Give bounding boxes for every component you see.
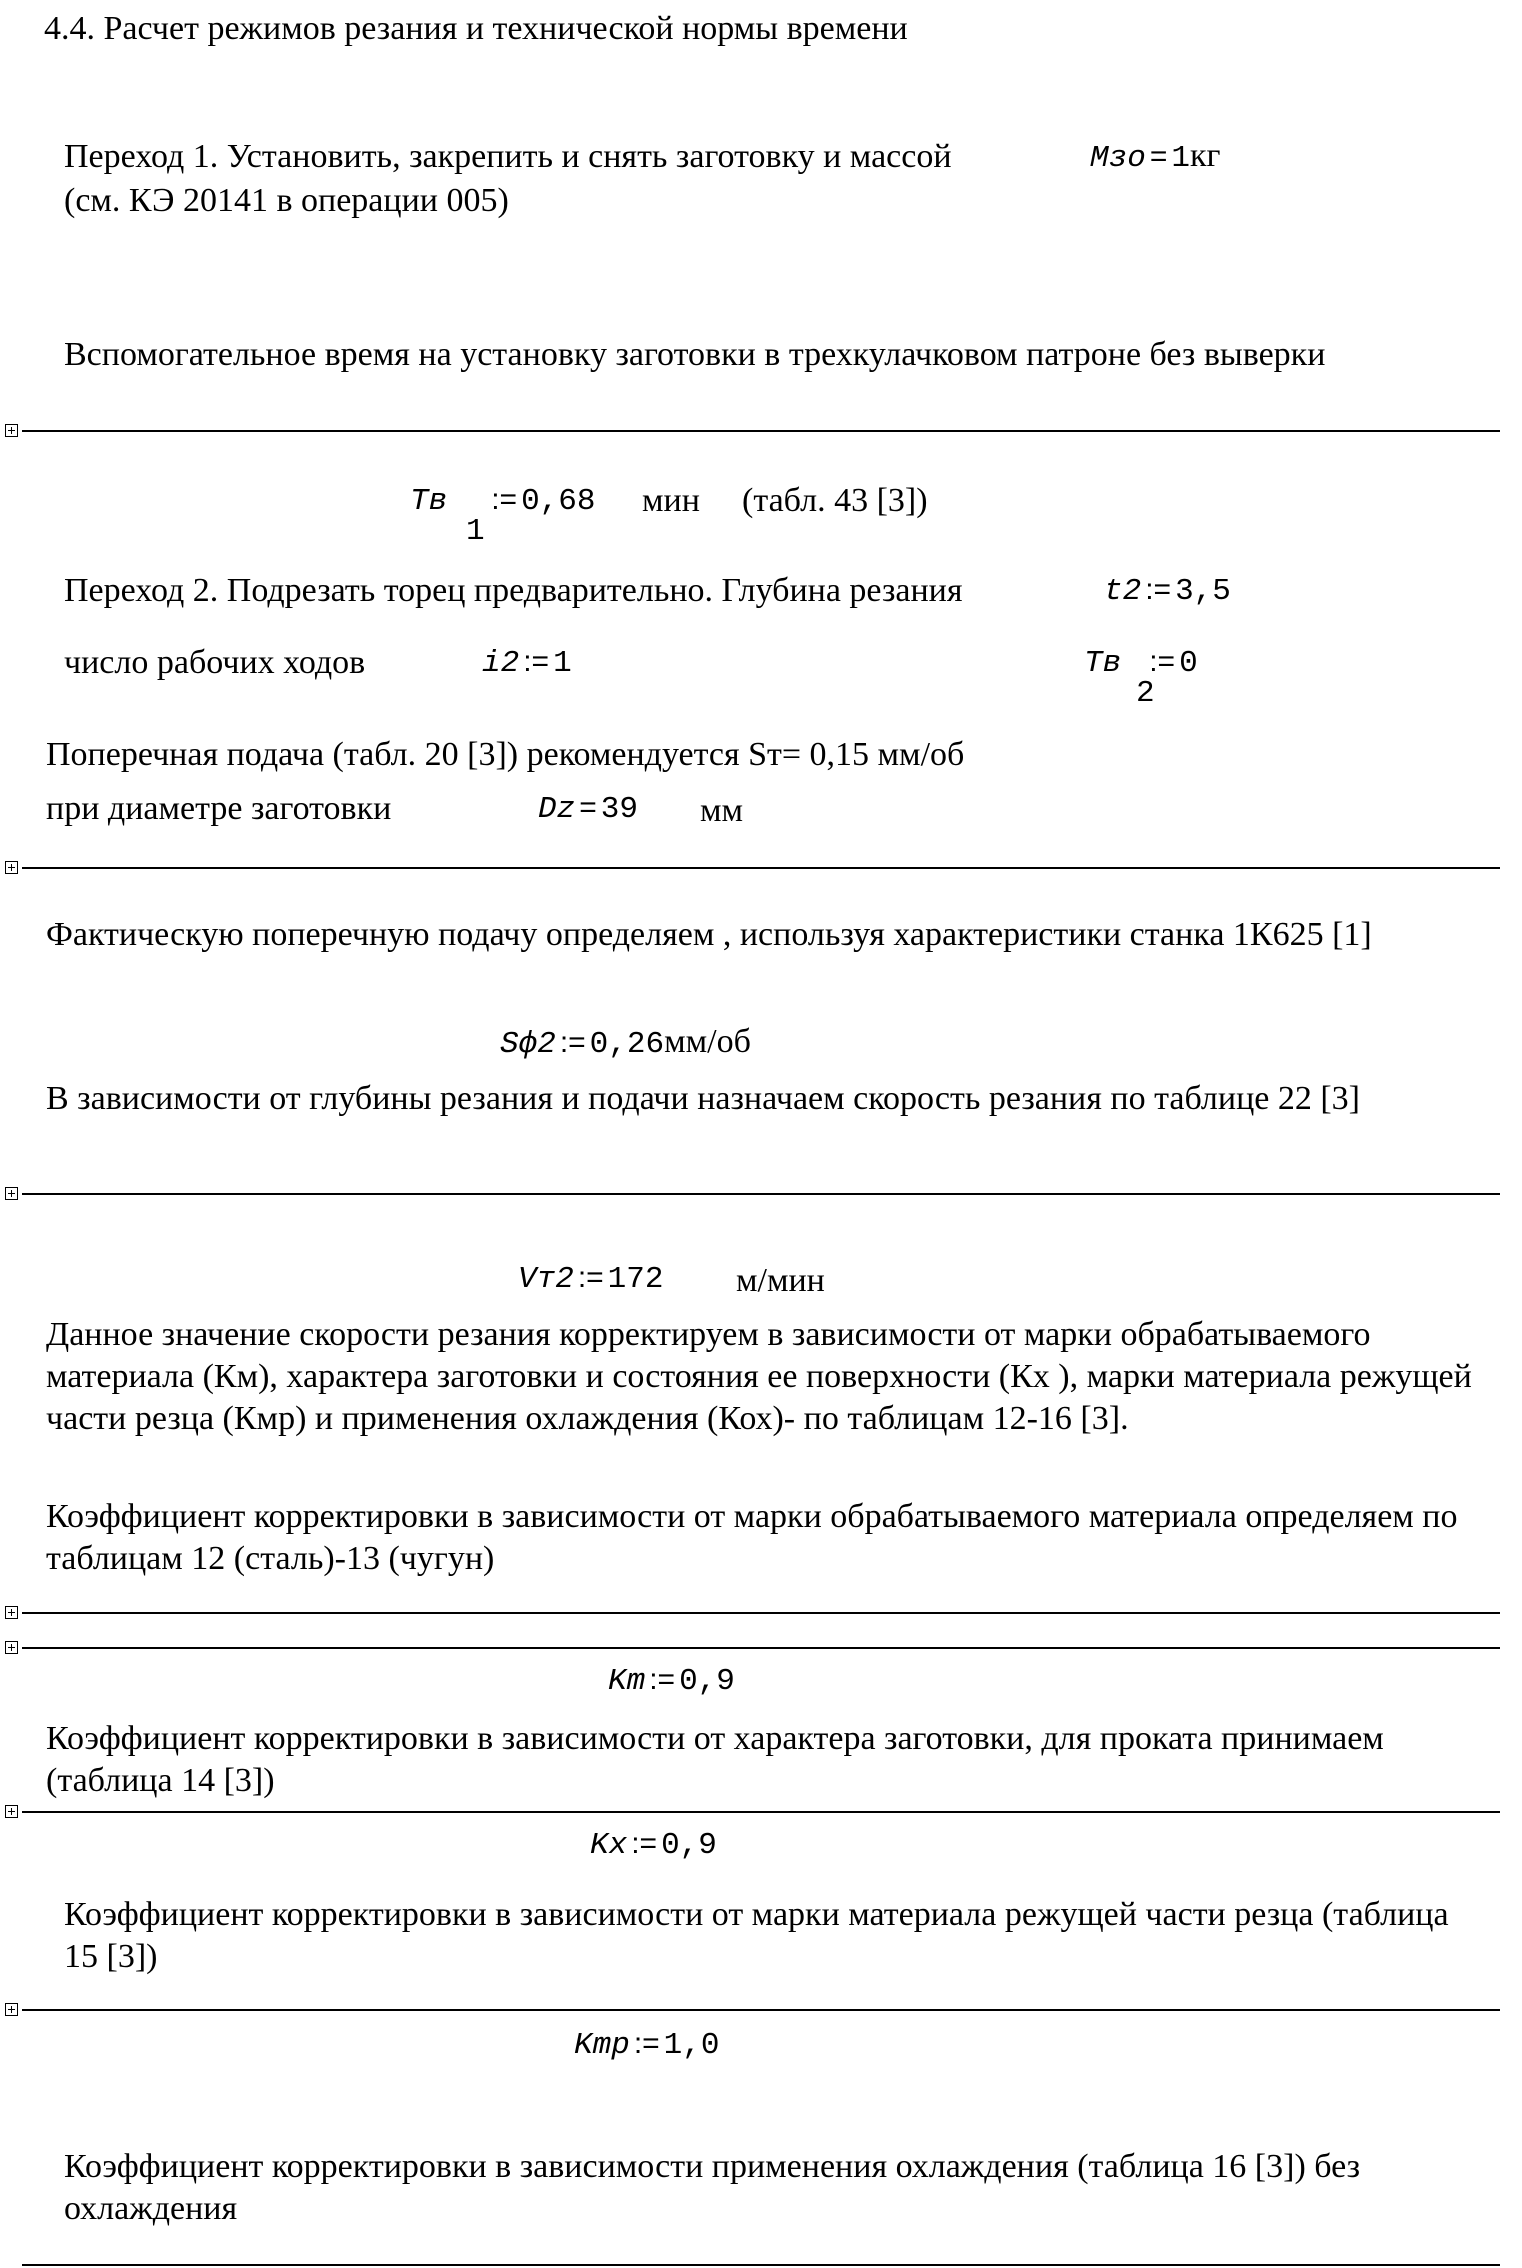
dz-variable: Dz: [538, 792, 576, 827]
assign-operator: :=: [631, 1827, 658, 1860]
section-title: 4.4. Расчет режимов резания и технической нормы времени: [44, 10, 908, 47]
region-divider: [22, 2264, 1500, 2266]
tv2-subscript: 2: [1136, 676, 1155, 711]
tv1-subscript: 1: [466, 514, 485, 549]
tv2-value: 0: [1179, 646, 1198, 681]
vt2-value: 172: [607, 1262, 664, 1297]
kmp-variable: Kmp: [574, 2028, 630, 2063]
t2-expression[interactable]: [1104, 570, 1231, 612]
actual-feed-text: Фактическую поперечную подачу определяем , используя характеристики станка 1К625 [1]: [46, 916, 1372, 953]
region-expand-icon[interactable]: [5, 861, 18, 874]
km-description-text: Коэффициент корректировки в зависимости от марки обрабатываемого материала определяем по таблицам 12 (сталь)-13 (чугун): [46, 1498, 1458, 1577]
region-divider: [22, 867, 1500, 869]
kmp-expression[interactable]: [574, 2024, 719, 2066]
i2-value: 1: [553, 646, 572, 681]
sf2-expression[interactable]: [500, 1022, 751, 1065]
kx-description-text: Коэффициент корректировки в зависимости от характера заготовки, для проката принимаем (таблица 14 [3]): [46, 1720, 1384, 1799]
assign-operator: :=: [577, 1261, 604, 1294]
speed-correction-text: Данное значение скорости резания корректируем в зависимости от марки обрабатываемого материала (Км), характера заготовки и состояния ее поверхности (Кх ), марки материала режущей части резца (Кмр) и применения охлаждения (Кох)- по таблицам 12-16 [3].: [46, 1316, 1472, 1437]
kox-description-text: Коэффициент корректировки в зависимости применения охлаждения (таблица 16 [3]) без охлаждения: [64, 2148, 1361, 2227]
passes-text: число рабочих ходов: [64, 644, 366, 681]
mass-variable: Mзо: [1090, 141, 1146, 176]
dz-unit: мм: [700, 792, 744, 829]
aux-time-text: Вспомогательное время на установку заготовки в трехкулачковом патроне без выверки: [64, 336, 1326, 373]
tv1-variable: Tв: [410, 484, 448, 519]
mass-expression[interactable]: [1090, 136, 1220, 179]
vt2-expression[interactable]: [518, 1258, 663, 1300]
region-expand-icon[interactable]: [5, 1187, 18, 1200]
region-divider: [22, 1647, 1500, 1649]
vt2-unit: м/мин: [736, 1262, 825, 1299]
tv1-expression[interactable]: [410, 480, 596, 522]
assign-operator: :=: [649, 1663, 676, 1696]
mass-unit: кг: [1189, 137, 1221, 174]
feed-recommend-text: Поперечная подача (табл. 20 [3]) рекомендуется Sт= 0,15 мм/об: [46, 736, 965, 773]
assign-operator: :=: [523, 645, 550, 678]
region-divider: [22, 430, 1500, 432]
region-expand-icon[interactable]: [5, 424, 18, 437]
tv2-variable: Tв: [1084, 646, 1122, 681]
region-expand-icon[interactable]: [5, 2003, 18, 2016]
speed-assign-text: В зависимости от глубины резания и подачи назначаем скорость резания по таблице 22 [3]: [46, 1080, 1360, 1117]
dz-value: 39: [600, 792, 638, 827]
dz-expression[interactable]: [538, 788, 638, 830]
kx-variable: Kx: [590, 1828, 628, 1863]
diameter-text: при диаметре заготовки: [46, 790, 392, 827]
kmp-value: 1,0: [663, 2028, 720, 2063]
step1-reference: (см. КЭ 20141 в операции 005): [64, 182, 509, 219]
region-divider: [22, 1612, 1500, 1614]
i2-variable: i2: [482, 646, 520, 681]
region-divider: [22, 2009, 1500, 2011]
region-expand-icon[interactable]: [5, 1641, 18, 1654]
kx-value: 0,9: [661, 1828, 717, 1863]
kx-expression[interactable]: [590, 1824, 717, 1866]
km-expression[interactable]: [608, 1660, 735, 1702]
assign-operator: :=: [1145, 573, 1172, 606]
equals-operator: =: [1149, 140, 1168, 173]
tv1-note: (табл. 43 [3]): [742, 482, 928, 519]
sf2-value: 0,26: [589, 1027, 665, 1062]
region-expand-icon[interactable]: [5, 1606, 18, 1619]
sf2-variable: Sф2: [500, 1027, 556, 1062]
i2-expression[interactable]: [482, 642, 572, 684]
t2-variable: t2: [1104, 574, 1142, 609]
t2-value: 3,5: [1175, 574, 1231, 609]
vt2-variable: Vт2: [518, 1262, 574, 1297]
km-value: 0,9: [679, 1664, 735, 1699]
kmp-description-text: Коэффициент корректировки в зависимости от марки материала режущей части резца (таблица 15 [3]): [64, 1896, 1449, 1975]
region-divider: [22, 1193, 1500, 1195]
assign-operator: :=: [633, 2027, 660, 2060]
sf2-unit: мм/об: [664, 1023, 751, 1060]
assign-operator: :=: [491, 483, 518, 516]
mass-value: 1: [1171, 141, 1190, 176]
region-divider: [22, 1811, 1500, 1813]
assign-operator: :=: [559, 1026, 586, 1059]
tv1-value: 0,68: [521, 484, 596, 519]
step1-text: Переход 1. Установить, закрепить и снять заготовку и массой: [64, 138, 952, 175]
km-variable: Km: [608, 1664, 646, 1699]
assign-operator: :=: [1149, 645, 1176, 678]
tv1-unit: мин: [642, 482, 700, 519]
region-expand-icon[interactable]: [5, 1805, 18, 1818]
equals-operator: =: [579, 791, 597, 824]
step2-text: Переход 2. Подрезать торец предварительно. Глубина резания: [64, 572, 963, 609]
